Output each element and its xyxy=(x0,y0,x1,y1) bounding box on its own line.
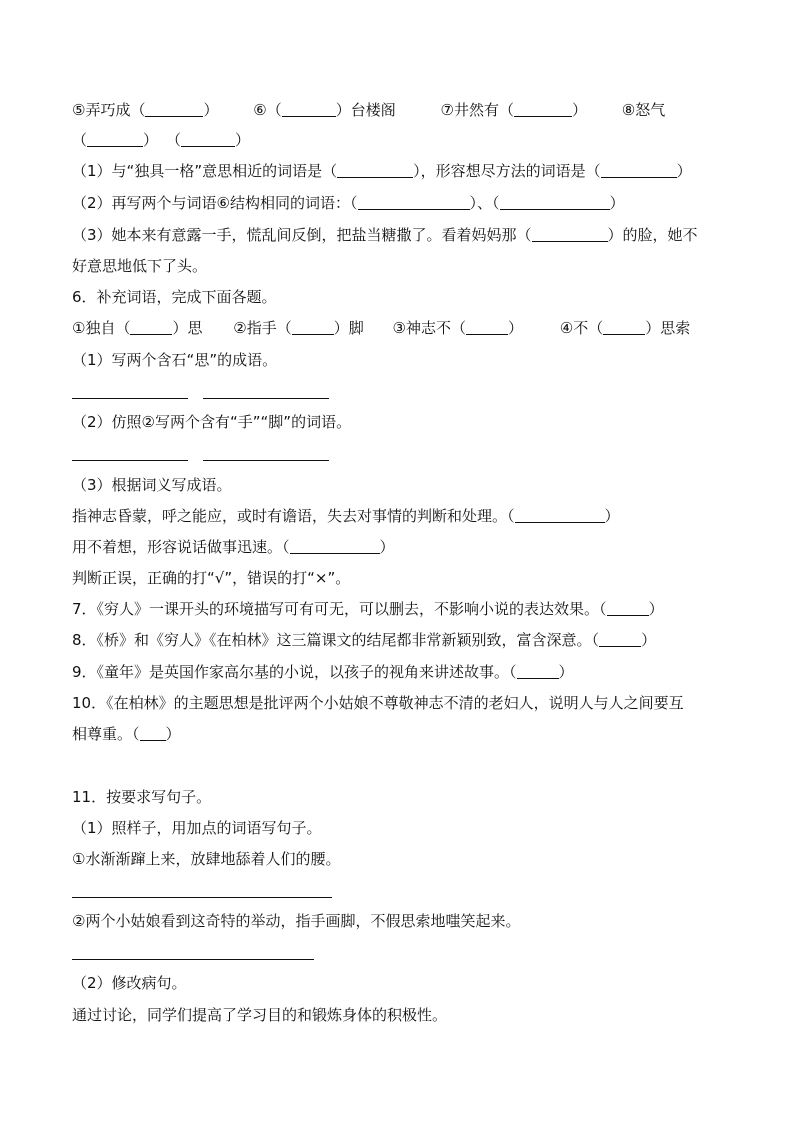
q5-options-row1 xyxy=(72,99,665,121)
q6-item2: ②指手（ ）脚 xyxy=(233,319,364,337)
q7: 7．《穷人》一课开头的环境描写可有可无，可以删去，不影响小说的表达效果。（ ） xyxy=(72,600,664,618)
answer-line[interactable] xyxy=(72,897,332,898)
q11-sub2: （2）修改病句。 xyxy=(72,974,187,992)
q6-item4: ④不（ ）思索 xyxy=(559,319,691,337)
q5-item8: ⑧怒气 xyxy=(621,101,666,119)
answer-blank[interactable] xyxy=(517,663,559,679)
q10-line2: 相尊重。（ ） xyxy=(72,725,181,743)
q6-sub2: （2）仿照②写两个含有“手”“脚”的词语。 xyxy=(72,413,352,431)
q5-item5: ⑤弄巧成（ ） xyxy=(72,101,219,119)
q11-sentence2: ②两个小姑娘看到这奇特的举动，指手画脚，不假思索地嗤笑起来。 xyxy=(72,912,521,930)
answer-blank[interactable] xyxy=(515,507,605,523)
answer-blank[interactable] xyxy=(607,600,649,616)
q6-title: 6．补充词语，完成下面各题。 xyxy=(72,288,277,306)
answer-blank[interactable] xyxy=(130,319,172,335)
answer-blank[interactable] xyxy=(290,538,380,554)
answer-line[interactable] xyxy=(72,959,314,960)
q6-def1: 指神志昏蒙，呼之能应，或时有谵语，失去对事情的判断和处理。（ ） xyxy=(72,507,620,525)
q10-line1: 10．《在柏林》的主题思想是批评两个小姑娘不尊敬神志不清的老妇人，说明人与人之间要互 xyxy=(72,694,684,712)
q6-sub3: （3）根据词义写成语。 xyxy=(72,476,232,494)
q5-sub1: （1）与“独具一格”意思相近的词语是（ ），形容想尽方法的词语是（ ） xyxy=(72,162,692,180)
q8: 8．《桥》和《穷人》《在柏林》这三篇课文的结尾都非常新颖别致，富含深意。（ ） xyxy=(72,631,657,649)
answer-blank[interactable] xyxy=(145,101,203,117)
answer-blank[interactable] xyxy=(337,162,413,178)
answer-blank[interactable] xyxy=(532,226,608,242)
q5-sub3-line2: 好意思地低下了头。 xyxy=(72,257,208,275)
q5-sub2: （2）再写两个与词语⑥结构相同的词语：（ ）、（ ） xyxy=(72,194,625,212)
answer-blank[interactable] xyxy=(466,319,508,335)
q11-sentence3: 通过讨论，同学们提高了学习目的和锻炼身体的积极性。 xyxy=(72,1006,448,1024)
judge-instructions: 判断正误，正确的打“√”，错误的打“×”。 xyxy=(72,569,351,587)
answer-line[interactable] xyxy=(72,398,188,399)
q5-sub3-line1: （3）她本来有意露一手，慌乱间反倒，把盐当糖撒了。看着妈妈那（ ）的脸，她不 xyxy=(72,226,698,244)
q6-options-row xyxy=(72,317,690,339)
answer-line[interactable] xyxy=(203,398,329,399)
q5-options-row2: （ ） （ ） xyxy=(72,131,251,149)
q6-def2: 用不着想，形容说话做事迅速。（ ） xyxy=(72,538,395,556)
q6-item3: ③神志不（ ） xyxy=(392,319,523,337)
q6-sub1: （1）写两个含石“思”的成语。 xyxy=(72,351,278,369)
answer-blank[interactable] xyxy=(87,131,143,147)
answer-blank[interactable] xyxy=(601,162,677,178)
answer-blank[interactable] xyxy=(599,631,641,647)
answer-line[interactable] xyxy=(72,460,188,461)
answer-blank[interactable] xyxy=(358,194,470,210)
q11-sentence1: ①水渐渐蹿上来，放肆地舔着人们的腰。 xyxy=(72,850,341,868)
answer-line[interactable] xyxy=(203,460,329,461)
q11-sub1: （1）照样子，用加点的词语写句子。 xyxy=(72,819,322,837)
q5-item6: ⑥（ ）台楼阁 xyxy=(253,101,396,119)
answer-blank[interactable] xyxy=(500,194,610,210)
q11-title: 11．按要求写句子。 xyxy=(72,788,212,806)
answer-blank[interactable] xyxy=(181,131,235,147)
q6-item1: ①独自（ ）思 xyxy=(72,319,203,337)
q5-item7: ⑦井然有（ ） xyxy=(440,101,587,119)
answer-blank[interactable] xyxy=(140,725,166,741)
q9: 9．《童年》是英国作家高尔基的小说，以孩子的视角来讲述故事。（ ） xyxy=(72,663,574,681)
answer-blank[interactable] xyxy=(292,319,334,335)
answer-blank[interactable] xyxy=(514,101,572,117)
answer-blank[interactable] xyxy=(603,319,645,335)
answer-blank[interactable] xyxy=(282,101,336,117)
